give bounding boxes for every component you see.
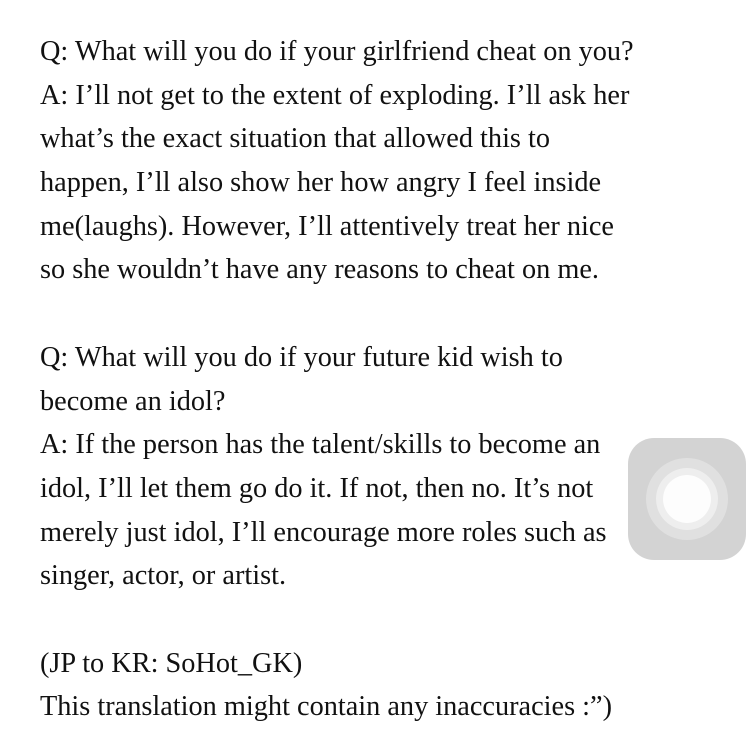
answer-1-line-3: happen, I’ll also show her how angry I feel inside	[40, 167, 602, 199]
question-2-line-2: become an idol?	[40, 385, 226, 417]
answer-1-line-4: me(laughs). However, I’ll attentively treat her nice	[40, 210, 614, 242]
paragraph-spacer	[40, 292, 740, 336]
assistive-touch-middle-ring	[656, 468, 718, 530]
question-1-line-1: Q: What will you do if your girlfriend cheat on you?	[40, 36, 634, 67]
translation-disclaimer: This translation might contain any inaccuracies :”)	[40, 691, 613, 723]
answer-2-line-2: idol, I’ll let them go do it. If not, then no. It’s not	[40, 472, 594, 504]
document-body	[40, 30, 740, 729]
answer-2-line-1: A: If the person has the talent/skills to become an	[40, 429, 601, 461]
question-2-line-1: Q: What will you do if your future kid wish to	[40, 341, 563, 373]
translator-credit: (JP to KR: SoHot_GK)	[40, 647, 303, 679]
answer-2-line-4: singer, actor, or artist.	[40, 560, 287, 592]
assistive-touch-icon[interactable]	[628, 438, 746, 560]
answer-1-line-1: A: I’ll not get to the extent of exploding. I’ll ask her	[40, 79, 630, 111]
assistive-touch-outer-ring	[646, 458, 728, 540]
answer-1-line-2: what’s the exact situation that allowed this to	[40, 123, 551, 155]
answer-1-line-5: so she wouldn’t have any reasons to cheat on me.	[40, 254, 599, 286]
assistive-touch-inner-dot	[663, 475, 711, 523]
credits-block	[40, 642, 740, 729]
qa-block-1	[40, 30, 740, 292]
paragraph-spacer	[40, 598, 740, 642]
answer-2-line-3: merely just idol, I’ll encourage more roles such as	[40, 516, 607, 548]
